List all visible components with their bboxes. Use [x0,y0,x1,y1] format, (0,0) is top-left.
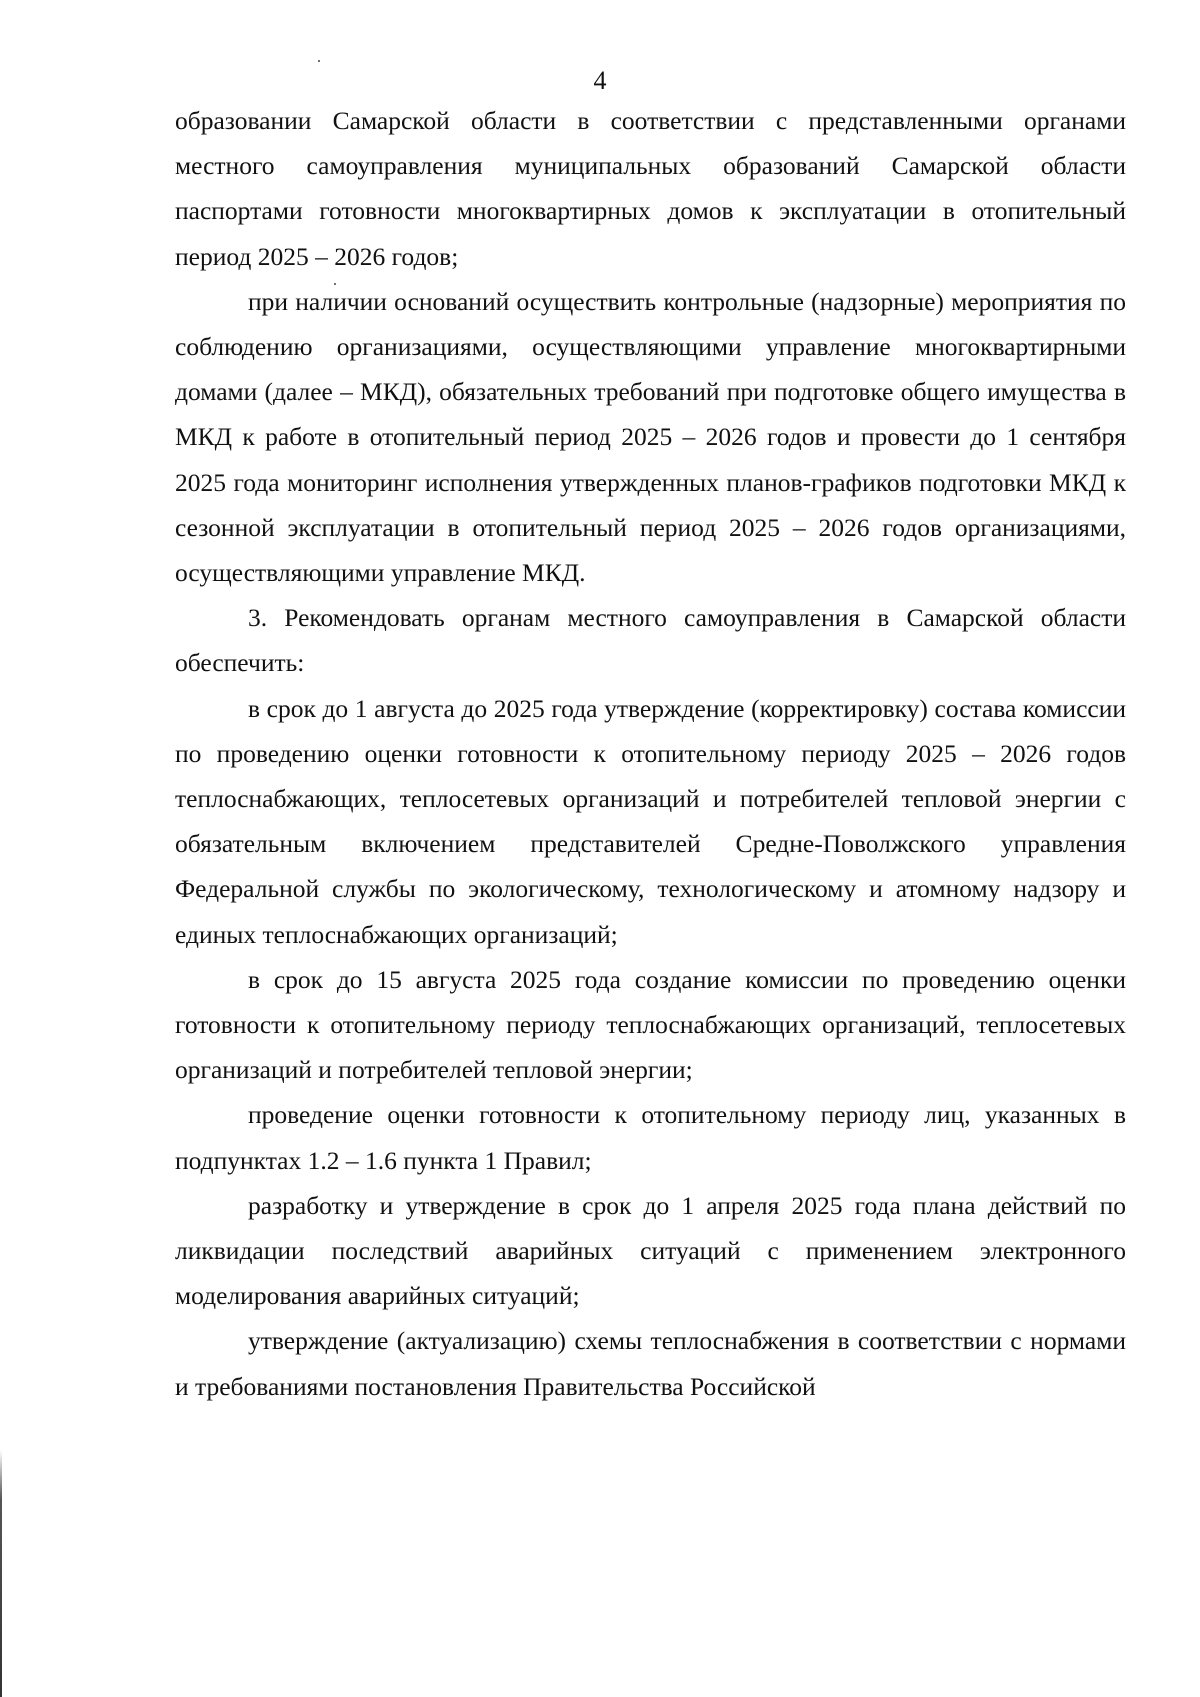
paragraph: в срок до 15 августа 2025 года создание комиссии по проведению оценки готовности к отопительному периоду теплоснабжающих организаций, теплосетевых организаций и потребителей тепловой энергии; [175,964,1126,1085]
document-body [175,98,1126,1409]
paragraph: утверждение (актуализацию) схемы теплоснабжения в соответствии с нормами и требованиями постановления Правительства Российской [175,1326,1126,1401]
paragraph: проведение оценки готовности к отопительному периоду лиц, указанных в подпунктах 1.2 – 1.6 пункта 1 Правил; [175,1100,1126,1175]
paragraph: разработку и утверждение в срок до 1 апреля 2025 года плана действий по ликвидации последствий аварийных ситуаций с применением электронного моделирования аварийных ситуаций; [175,1190,1126,1311]
paragraph: в срок до 1 августа до 2025 года утверждение (корректировку) состава комиссии по проведению оценки готовности к отопительному периоду 2025 – 2026 годов теплоснабжающих, теплосетевых организаций и потребителей тепловой энергии с обязательным включением представителей Средне-Поволжского управления Федеральной службы по экологическому, технологическому и атомному надзору и единых теплоснабжающих организаций; [175,693,1126,949]
paragraph: образовании Самарской области в соответствии с представленными органами местного самоуправления муниципальных образований Самарской области паспортами готовности многоквартирных домов к эксплуатации в отопительный период 2025 – 2026 годов; [175,106,1126,271]
scan-edge-shadow [0,1450,2,1697]
page-number: 4 [593,66,607,95]
scan-speck [318,60,320,62]
paragraph: при наличии оснований осуществить контрольные (надзорные) мероприятия по соблюдению организациями, осуществляющими управление многоквартирными домами (далее – МКД), обязательных требований при подготовке общего имущества в МКД к работе в отопительный период 2025 – 2026 годов и провести до 1 сентября 2025 года мониторинг исполнения утвержденных планов-графиков подготовки МКД к сезонной эксплуатации в отопительный период 2025 – 2026 годов организациями, осуществляющими управление МКД. [175,286,1126,588]
paragraph: 3. Рекомендовать органам местного самоуправления в Самарской области обеспечить: [175,603,1126,678]
